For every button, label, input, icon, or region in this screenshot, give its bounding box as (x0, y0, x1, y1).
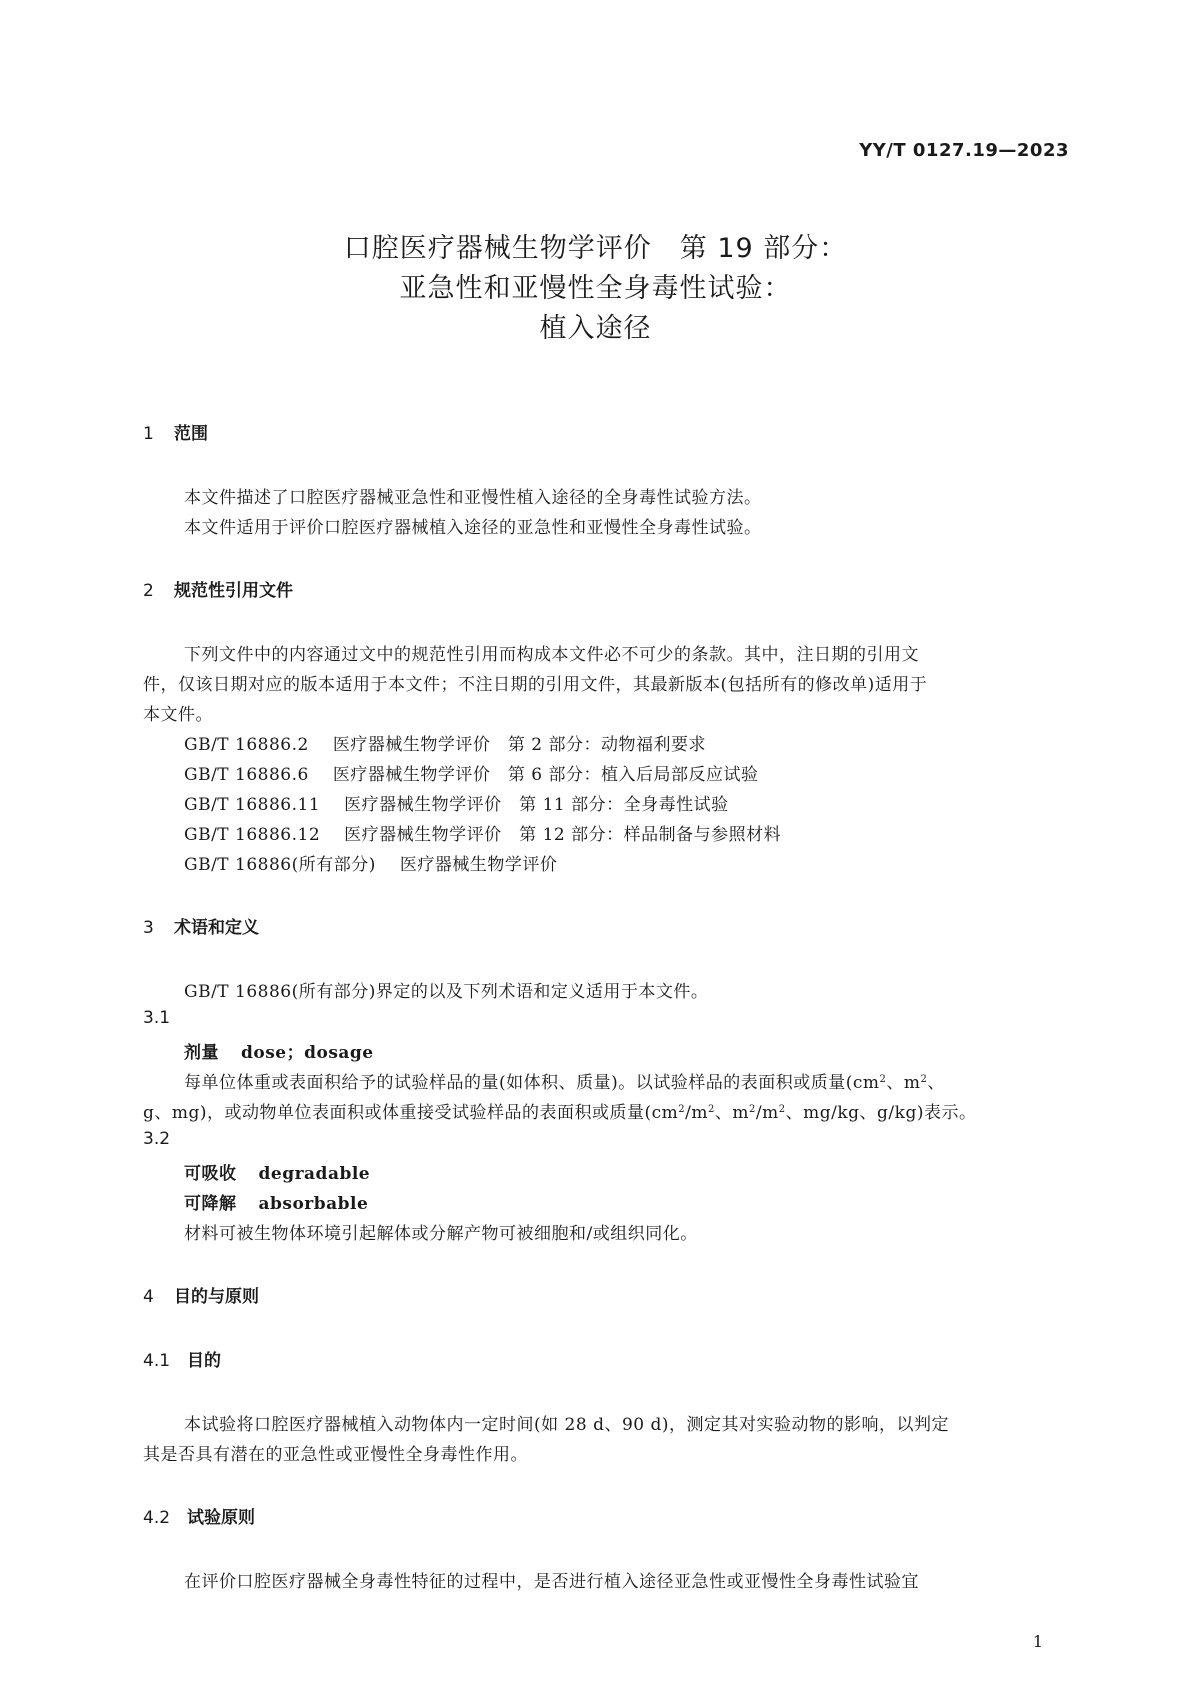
section-3-heading (143, 913, 259, 938)
section-title: 试验原则 (187, 1508, 255, 1528)
definition-text: 、mg/kg、g/kg)表示。 (785, 1103, 977, 1123)
term-english: dose；dosage (241, 1043, 374, 1063)
definition-text: 、 (927, 1073, 945, 1093)
reference-title: 医疗器械生物学评价 (399, 855, 558, 875)
superscript: 2 (879, 1074, 887, 1085)
term-3-2-a (184, 1159, 370, 1184)
section-2-heading (143, 576, 293, 601)
definition-text: /m (755, 1103, 779, 1123)
reference-item (184, 760, 758, 785)
document-title-line-1: 口腔医疗器械生物学评价 第 19 部分： (343, 233, 848, 264)
reference-item (184, 820, 781, 845)
reference-item (184, 730, 706, 755)
standard-number: YY/T 0127.19—2023 (859, 140, 1069, 161)
term-number-3-1: 3.1 (143, 1008, 171, 1028)
definition-text: g、mg)，或动物单位表面积或体重接受试验样品的表面积或质量(cm (143, 1103, 679, 1123)
section-title: 规范性引用文件 (174, 581, 293, 601)
section-number: 4.2 (143, 1508, 171, 1528)
section-4-heading (143, 1282, 259, 1307)
definition-text: 、m (886, 1073, 921, 1093)
superscript: 2 (708, 1104, 715, 1115)
section-number: 1 (143, 424, 154, 444)
term-3-1-definition-line-2 (143, 1098, 976, 1123)
term-chinese: 剂量 (184, 1043, 219, 1063)
section-number: 4.1 (143, 1351, 171, 1371)
reference-item (184, 790, 729, 815)
reference-code: GB/T 16886.6 (184, 765, 309, 785)
term-chinese: 可吸收 (184, 1164, 237, 1184)
section-1-paragraph-2: 本文件适用于评价口腔医疗器械植入途径的亚急性和亚慢性全身毒性试验。 (184, 518, 762, 538)
definition-text: /m (685, 1103, 709, 1123)
section-4-1-paragraph-line-1: 本试验将口腔医疗器械植入动物体内一定时间(如 28 d、90 d)，测定其对实验动物的影响，以判定 (184, 1415, 950, 1435)
definition-text: 、m (714, 1103, 750, 1123)
term-3-2-definition: 材料可被生物体环境引起解体或分解产物可被细胞和/或组织同化。 (184, 1224, 698, 1244)
section-2-intro-line-3: 本文件。 (143, 705, 213, 725)
section-2-intro-line-1: 下列文件中的内容通过文中的规范性引用而构成本文件必不可少的条款。其中，注日期的引用文 (184, 645, 919, 665)
section-title: 目的 (187, 1351, 221, 1371)
reference-title: 医疗器械生物学评价 第 6 部分：植入后局部反应试验 (332, 765, 759, 785)
section-number: 2 (143, 581, 154, 601)
superscript: 2 (678, 1104, 686, 1115)
reference-code: GB/T 16886.11 (184, 795, 321, 815)
section-1-heading (143, 419, 208, 444)
term-number-3-2: 3.2 (143, 1129, 171, 1149)
section-1-paragraph-1: 本文件描述了口腔医疗器械亚急性和亚慢性植入途径的全身毒性试验方法。 (184, 488, 762, 508)
term-english: absorbable (258, 1194, 369, 1214)
document-title-line-2: 亚急性和亚慢性全身毒性试验： (399, 273, 792, 304)
term-3-1-definition-line-1 (184, 1068, 945, 1093)
term-english: degradable (258, 1164, 371, 1184)
section-4-2-heading (143, 1503, 255, 1528)
reference-code: GB/T 16886.12 (184, 825, 321, 845)
superscript: 2 (920, 1074, 928, 1085)
section-number: 3 (143, 918, 154, 938)
term-chinese: 可降解 (184, 1194, 237, 1214)
section-title: 术语和定义 (174, 918, 259, 938)
section-4-1-heading (143, 1346, 221, 1371)
reference-code: GB/T 16886(所有部分) (184, 855, 376, 875)
superscript: 2 (749, 1104, 756, 1115)
section-4-1-paragraph-line-2: 其是否具有潜在的亚急性或亚慢性全身毒性作用。 (143, 1445, 528, 1465)
reference-item (184, 850, 557, 875)
reference-title: 医疗器械生物学评价 第 11 部分：全身毒性试验 (344, 795, 729, 815)
page-number: 1 (1032, 1632, 1043, 1651)
section-3-intro: GB/T 16886(所有部分)界定的以及下列术语和定义适用于本文件。 (184, 982, 709, 1002)
section-2-intro-line-2: 件，仅该日期对应的版本适用于本文件；不注日期的引用文件，其最新版本(包括所有的修改单)适用于 (143, 675, 928, 695)
section-title: 范围 (174, 424, 208, 444)
term-3-2-b (184, 1189, 368, 1214)
term-3-1 (184, 1038, 374, 1063)
section-4-2-paragraph-line-1: 在评价口腔医疗器械全身毒性特征的过程中，是否进行植入途径亚急性或亚慢性全身毒性试验宜 (184, 1572, 919, 1592)
definition-text: 每单位体重或表面积给予的试验样品的量(如体积、质量)。以试验样品的表面积或质量(cm (184, 1073, 880, 1093)
section-title: 目的与原则 (174, 1287, 259, 1307)
reference-code: GB/T 16886.2 (184, 735, 309, 755)
section-number: 4 (143, 1287, 154, 1307)
superscript: 2 (778, 1104, 786, 1115)
reference-title: 医疗器械生物学评价 第 12 部分：样品制备与参照材料 (344, 825, 782, 845)
document-title-line-3: 植入途径 (539, 313, 652, 344)
reference-title: 医疗器械生物学评价 第 2 部分：动物福利要求 (332, 735, 706, 755)
